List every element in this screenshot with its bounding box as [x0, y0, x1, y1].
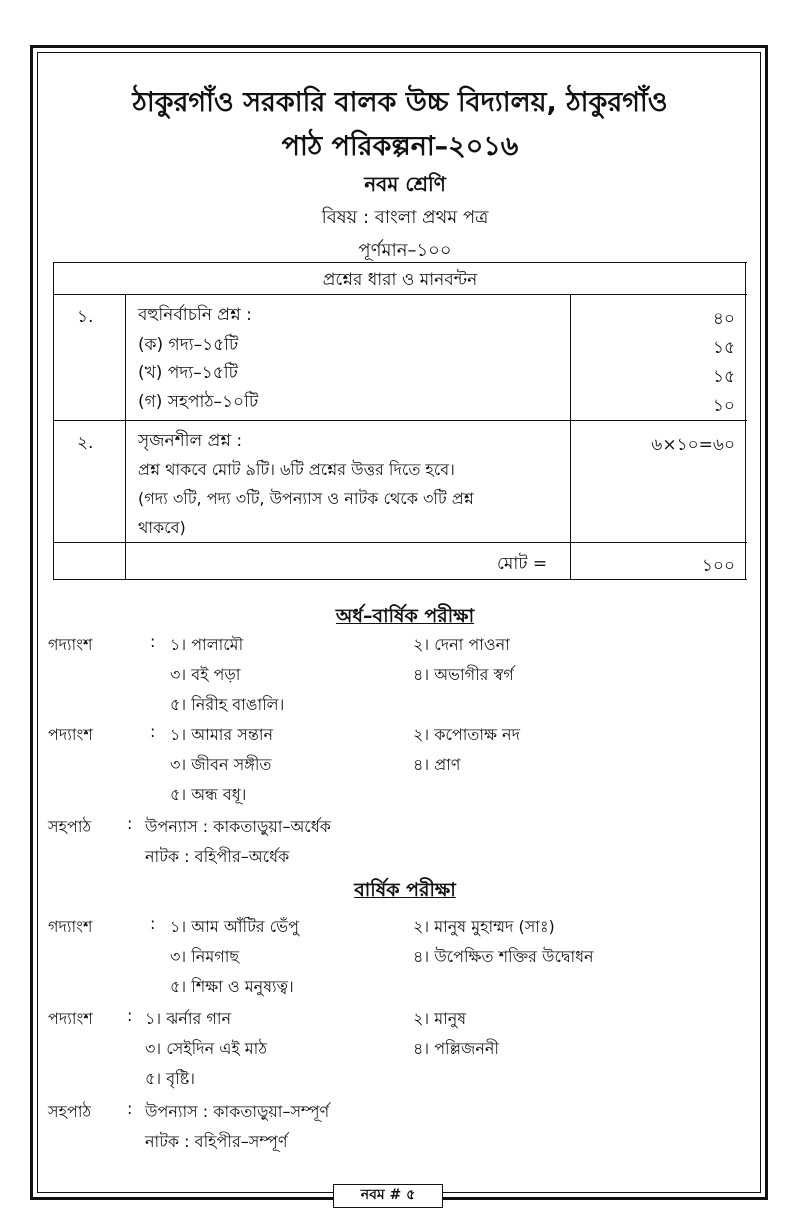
- prose-label: গদ্যাংশ: [48, 917, 93, 936]
- colon: :: [150, 632, 156, 651]
- poetry-item: ২। মানুষ: [413, 1009, 467, 1028]
- mcq-line: (গ) সহপাঠ–১০টি: [138, 392, 259, 412]
- subject-line: বিষয় : বাংলা প্রথম পত্র: [321, 207, 489, 228]
- full-marks: পূর্ণমান–১০০: [358, 240, 452, 261]
- colon: :: [150, 914, 156, 933]
- colon: :: [127, 1099, 133, 1118]
- poetry-label: পদ্যাংশ: [48, 1009, 93, 1028]
- marks-value: ১০: [712, 396, 735, 416]
- page-number-box: নবম # ৫: [333, 1184, 443, 1208]
- mcq-line: (খ) পদ্য–১৫টি: [138, 363, 238, 383]
- total-label: মোট =: [497, 554, 548, 574]
- colon: :: [127, 814, 133, 833]
- class-name: নবম শ্রেণি: [364, 172, 446, 196]
- mcq-title: বহুনির্বাচনি প্রশ্ন :: [138, 305, 252, 325]
- prose-item: ২। মানুষ মুহাম্মদ (সাঃ): [413, 917, 555, 936]
- prose-item: ৪। উপেক্ষিত শক্তির উদ্বোধন: [413, 947, 594, 966]
- creative-line: (গদ্য ৩টি, পদ্য ৩টি, উপন্যাস ও নাটক থেকে ৩টি প্রশ্ন: [138, 489, 474, 508]
- row-number: ২.: [77, 433, 94, 453]
- half-yearly-heading: অর্ধ–বার্ষিক পরীক্ষা: [335, 605, 475, 627]
- prose-item: ১। আম আঁটির ভেঁপু: [170, 917, 299, 936]
- poetry-label: পদ্যাংশ: [48, 725, 93, 744]
- marks-value: ১৫: [712, 338, 735, 358]
- novel-line: উপন্যাস : কাকতাড়ুয়া–সম্পূর্ণ: [145, 1102, 330, 1121]
- poetry-item: ১। ঝর্নার গান: [145, 1009, 232, 1028]
- prose-label: গদ্যাংশ: [48, 635, 93, 654]
- creative-line: থাকবে): [138, 518, 186, 537]
- prose-item: ২। দেনা পাওনা: [413, 635, 510, 654]
- prose-item: ৩। বই পড়া: [170, 665, 241, 684]
- marks-value: ১৫: [712, 367, 735, 387]
- prose-item: ৫। শিক্ষা ও মনুষ্যত্ব।: [170, 977, 294, 996]
- mcq-line: (ক) গদ্য–১৫টি: [138, 335, 239, 355]
- poetry-item: ৪। পল্লিজননী: [413, 1039, 500, 1058]
- poetry-item: ৪। প্রাণ: [413, 755, 461, 774]
- novel-line: উপন্যাস : কাকতাড়ুয়া–অর্ধেক: [145, 817, 331, 836]
- colon: :: [150, 722, 156, 741]
- drama-line: নাটক : বহিপীর–অর্ধেক: [145, 847, 290, 866]
- table-caption: প্রশ্নের ধারা ও মানবন্টন: [322, 270, 478, 290]
- marks-distribution-table: [53, 262, 747, 580]
- plan-title: পাঠ পরিকল্পনা–২০১৬: [281, 131, 519, 162]
- marks-value: ৪০: [712, 309, 735, 329]
- prose-item: ৪। অভাগীর স্বর্গ: [413, 665, 514, 684]
- supplementary-label: সহপাঠ: [48, 1102, 92, 1121]
- school-title: ঠাকুরগাঁও সরকারি বালক উচ্চ বিদ্যালয়, ঠাকুরগাঁও: [132, 87, 668, 118]
- row-number: ১.: [77, 307, 94, 327]
- poetry-item: ৫। বৃষ্টি।: [145, 1069, 195, 1088]
- yearly-heading: বার্ষিক পরীক্ষা: [354, 879, 456, 901]
- colon: :: [127, 1006, 133, 1025]
- prose-item: ১। পালামৌ: [170, 635, 244, 654]
- poetry-item: ৩। সেইদিন এই মাঠ: [145, 1039, 267, 1058]
- supplementary-label: সহপাঠ: [48, 817, 92, 836]
- poetry-item: ৫। অন্ধ বধূ।: [170, 785, 247, 804]
- creative-title: সৃজনশীল প্রশ্ন :: [138, 431, 243, 451]
- marks-value: ৬×১০=৬০: [651, 435, 735, 455]
- total-value: ১০০: [701, 556, 735, 576]
- drama-line: নাটক : বহিপীর–সম্পূর্ণ: [145, 1132, 288, 1151]
- poetry-item: ১। আমার সন্তান: [170, 725, 274, 744]
- poetry-item: ২। কপোতাক্ষ নদ: [413, 725, 520, 744]
- poetry-item: ৩। জীবন সঙ্গীত: [170, 755, 272, 774]
- creative-line: প্রশ্ন থাকবে মোট ৯টি। ৬টি প্রশ্নের উত্তর দিতে হবে।: [138, 460, 455, 479]
- prose-item: ৫। নিরীহ বাঙালি।: [170, 695, 285, 714]
- prose-item: ৩। নিমগাছ: [170, 947, 240, 966]
